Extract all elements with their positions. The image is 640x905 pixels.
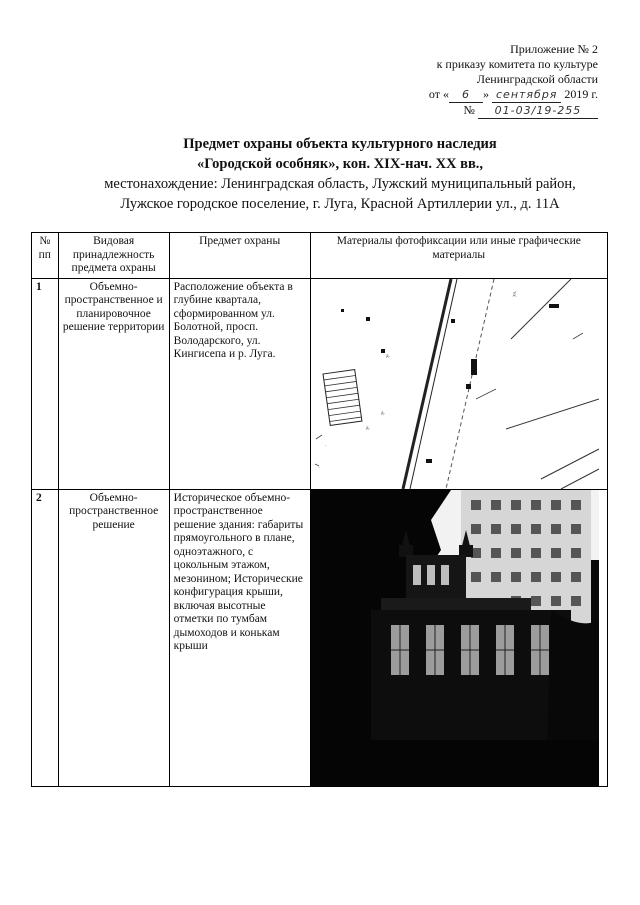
order-year: 2019 г. (564, 87, 598, 101)
order-number-line: № 01-03/19-255 (429, 103, 598, 119)
appendix-header (429, 42, 598, 119)
location-line-1: местонахождение: Ленинградская область, Лужский муниципальный район, (104, 176, 576, 192)
row-kind: Объемно-пространственное и планировочное решение территории (58, 278, 169, 489)
order-reference: к приказу комитета по культуре (436, 57, 598, 71)
committee-region: Ленинградской области (476, 72, 598, 86)
table-header-row (32, 233, 608, 279)
header-kind: Видовая принадлежность предмета охраны (58, 233, 169, 279)
document-title (40, 134, 640, 214)
title-line-1: Предмет охраны объекта культурного наследия (183, 136, 497, 152)
svg-text:·: · (318, 465, 321, 471)
svg-text:д.: д. (365, 425, 370, 431)
location-line-2: Лужское городское поселение, г. Луга, Красной Артиллерии ул., д. 11А (120, 196, 560, 212)
appendix-number: Приложение № 2 (510, 42, 598, 56)
svg-text:·: · (324, 443, 327, 449)
table-row (32, 489, 608, 786)
protection-table (31, 232, 608, 787)
order-day: 6 (449, 87, 483, 103)
order-date: от « 6 » сентября 2019 г. (428, 87, 598, 101)
header-num: № пп (32, 233, 59, 279)
svg-text:ул.: ул. (511, 289, 518, 297)
order-month: сентября (492, 87, 561, 103)
row-kind: Объемно-пространственное решение (58, 489, 169, 786)
location-map (311, 279, 599, 489)
header-materials: Материалы фотофиксации или иные графические материалы (310, 233, 607, 279)
location-map-image (310, 278, 607, 489)
title-line-2: «Городской особняк», кон. XIX-нач. XX вв., (196, 156, 484, 172)
row-subject: Расположение объекта в глубине квартала, сформированном ул. Болотной, просп. Володарского, ул. Кингисепа и р. Луга. (169, 278, 310, 489)
building-photo (311, 490, 599, 786)
table-row (32, 278, 608, 489)
svg-text:д.: д. (385, 353, 390, 359)
header-subject: Предмет охраны (169, 233, 310, 279)
row-number: 1 (32, 278, 59, 489)
order-number: 01-03/19-255 (478, 103, 598, 119)
row-number: 2 (32, 489, 59, 786)
row-subject: Историческое объемно-пространственное решение здания: габариты прямоугольного в плане, одноэтажного, с цокольным этажом, мезонином; Исторические конфигурация крыши, включая высотные отметки по тумбам дымоходов и конькам крыши (169, 489, 310, 786)
building-photo-image (310, 489, 607, 786)
svg-text:д.: д. (380, 410, 385, 416)
